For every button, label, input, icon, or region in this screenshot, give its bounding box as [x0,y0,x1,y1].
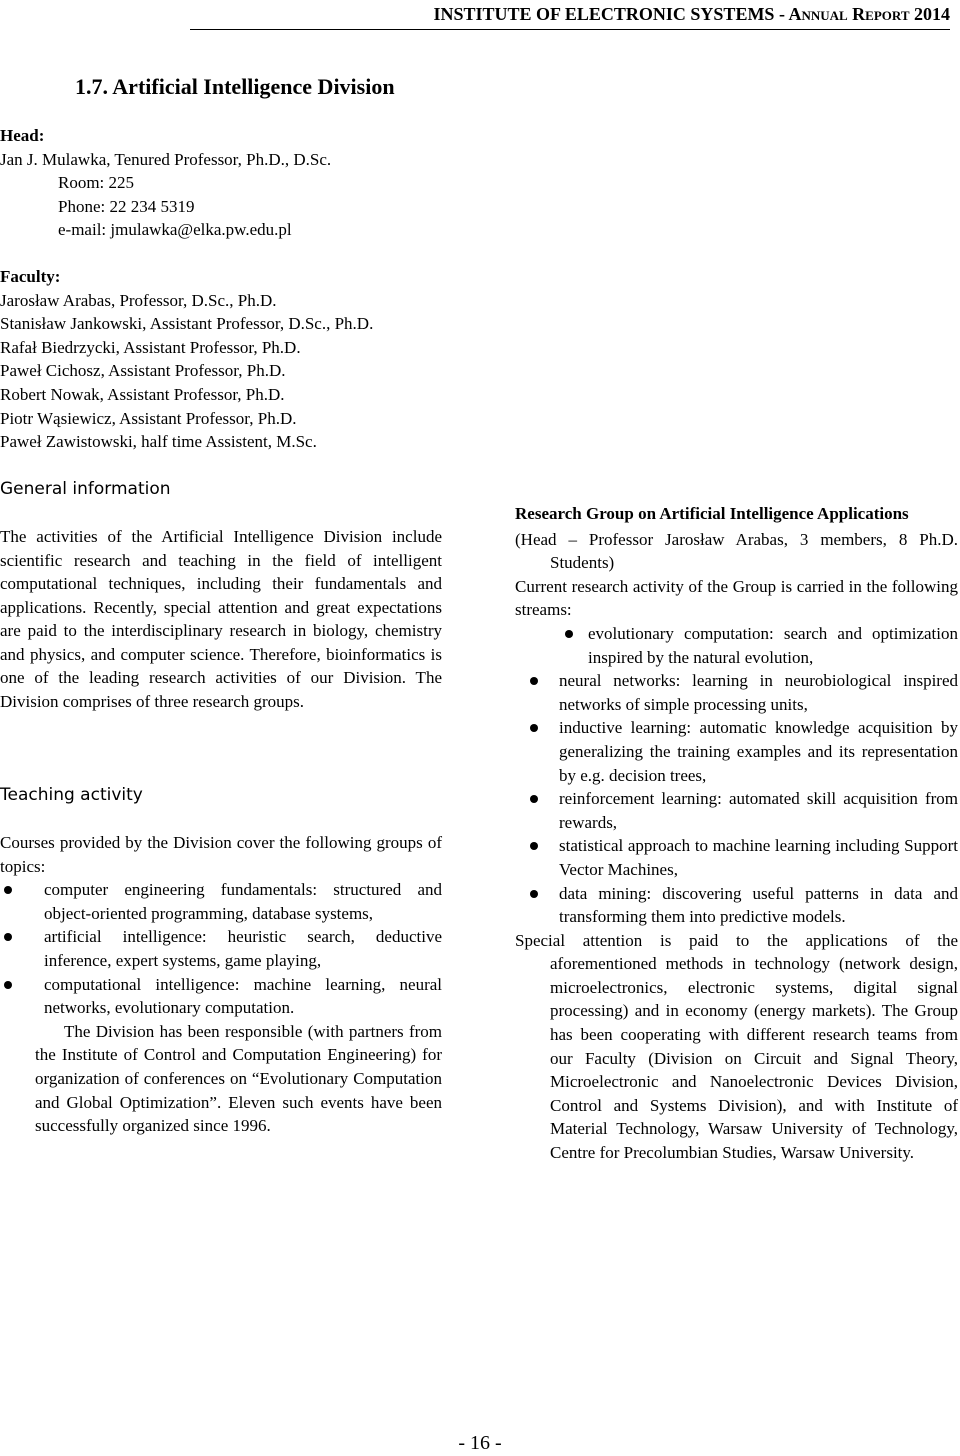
faculty-member: Jarosław Arabas, Professor, D.Sc., Ph.D. [0,290,277,310]
stream-text: neural networks: learning in neurobiological inspired networks of simple processing units, [559,671,958,714]
special-attention-text: Special attention is paid to the applications of the aforementioned methods in technology (network design, microelectronics, electronic systems, digital signal processing) and in economy (energy markets). The Group has been cooperating with different research teams from our Faculty (Division on Circuit and Signal Theory, Microelectronic and Nanoelectronic Devices Division, Control and Systems Division), and with Institute of Material Technology, Warsaw University of Technology, Centre for Precolumbian Studies, Warsaw University. [515,930,958,1163]
bullet-icon [530,677,538,685]
section-title: 1.7. Artificial Intelligence Division [75,74,395,99]
stream-text: evolutionary computation: search and optimization inspired by the natural evolution, [588,623,958,667]
list-item [0,878,442,925]
faculty-member: Piotr Wąsiewicz, Assistant Professor, Ph.D. [0,408,297,428]
research-group-title-wrap [515,502,958,526]
bullet-icon [530,724,538,732]
stream-text: data mining: discovering useful patterns in data and transforming them into predictive models. [559,883,958,927]
list-item [515,669,958,716]
conferences-text: The Division has been responsible (with partners from the Institute of Control and Computation Engineering) for organization of conferences on “Evolutionary Computation and Global Optimization”. Eleven such events have been successfully organized since 1996. [35,1021,442,1136]
bullet-icon [4,886,12,894]
bullet-icon [530,842,538,850]
bullet-icon [4,981,12,989]
faculty-member: Robert Nowak, Assistant Professor, Ph.D. [0,384,285,404]
head-label: Head: [0,126,45,145]
page-number: - 16 - [458,1432,502,1454]
running-header: INSTITUTE OF ELECTRONIC SYSTEMS - Annual Report 2014 [190,4,950,30]
list-item [515,622,958,669]
faculty-block [0,265,373,454]
research-group-head-info: (Head – Professor Jarosław Arabas, 3 members, 8 Ph.D. Students) [515,529,958,573]
general-heading: General information [0,479,171,499]
list-item [515,716,958,787]
faculty-label: Faculty: [0,267,61,286]
stream-text: inductive learning: automatic knowledge acquisition by generalizing the training examples and its representation by e.g. decision trees, [559,718,958,785]
bullet-icon [530,795,538,803]
stream-text: reinforcement learning: automated skill acquisition from rewards, [559,789,958,832]
head-block [0,124,331,242]
list-item [515,834,958,881]
teaching-heading: Teaching activity [0,785,143,805]
list-item [515,882,958,929]
research-streams-list [515,622,958,929]
faculty-member: Stanisław Jankowski, Assistant Professor, D.Sc., Ph.D. [0,314,374,334]
topic-text: computer engineering fundamentals: structured and object-oriented programming, database systems, [44,880,442,923]
research-group-title: Research Group on Artificial Intelligence Applications [515,504,909,523]
head-email: e-mail: jmulawka@elka.pw.edu.pl [58,220,292,240]
faculty-member: Paweł Cichosz, Assistant Professor, Ph.D. [0,361,286,381]
list-item [515,787,958,834]
list-item [0,925,442,972]
topic-text: artificial intelligence: heuristic search, deductive inference, expert systems, game playing, [44,927,442,970]
head-name: Jan J. Mulawka, Tenured Professor, Ph.D., D.Sc. [0,149,332,169]
stream-text: statistical approach to machine learning including Support Vector Machines, [559,836,958,879]
bullet-icon [4,933,12,941]
teaching-block [0,831,442,1138]
list-item [0,973,442,1020]
general-text: The activities of the Artificial Intelligence Division include scientific research and teaching in the field of intelligent computational techniques, including their fundamentals and applications. Recently, special attention and great expectations are paid to the interdisciplinary research in biology, chemistry and physics, and computer science. Therefore, bioinformatics is one of the leading research activities of our Division. The Division comprises of three research groups. [0,527,442,711]
head-phone: Phone: 22 234 5319 [58,196,195,216]
research-group-block [515,502,958,1165]
head-room: Room: 225 [58,173,135,193]
streams-intro: Current research activity of the Group is carried in the following streams: [515,576,958,620]
bullet-icon [530,890,538,898]
faculty-member: Rafał Biedrzycki, Assistant Professor, Ph.D. [0,337,301,357]
general-text-block [0,525,442,713]
topic-text: computational intelligence: machine learning, neural networks, evolutionary computation. [44,974,442,1018]
bullet-icon [565,630,573,638]
faculty-member: Paweł Zawistowski, half time Assistent, M.Sc. [0,432,317,452]
teaching-intro: Courses provided by the Division cover the following groups of topics: [0,833,442,876]
teaching-topics-list [0,878,442,1020]
